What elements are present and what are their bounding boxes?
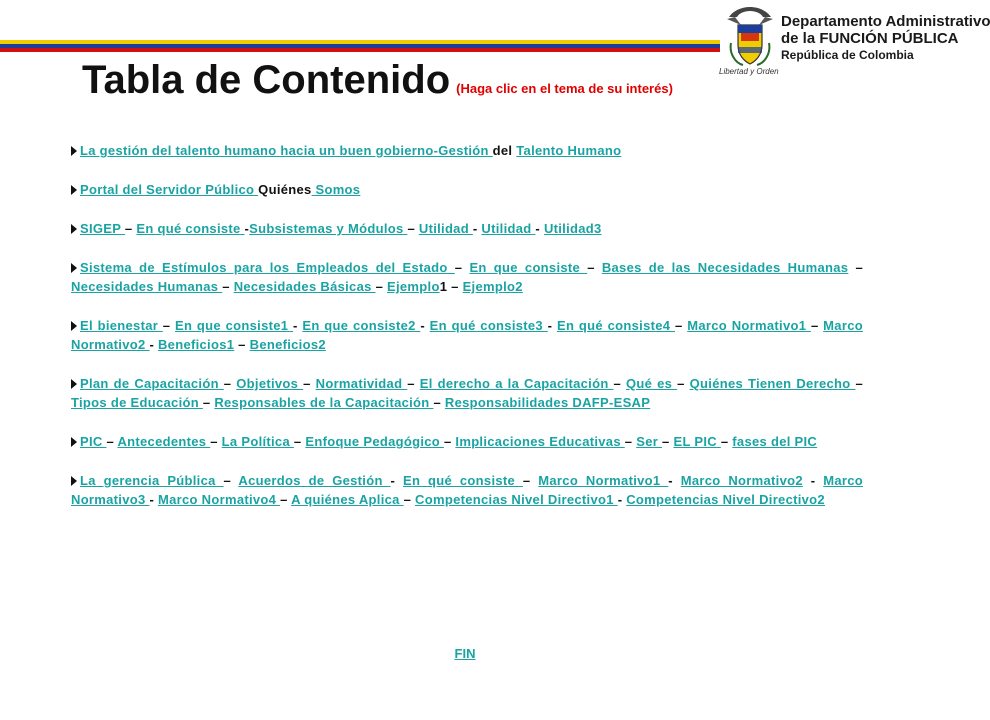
toc-separator: – bbox=[810, 318, 824, 333]
toc-link[interactable]: EL PIC bbox=[673, 434, 721, 449]
toc-separator: – bbox=[433, 395, 445, 410]
toc-link[interactable]: Bases de las Necesidades Humanas bbox=[601, 260, 849, 275]
motto-text: Libertad y Orden bbox=[719, 67, 779, 76]
toc-link[interactable]: Implicaciones Educativas bbox=[455, 434, 625, 449]
toc-item bbox=[71, 432, 863, 451]
dafp-logo bbox=[715, 3, 990, 81]
toc-link[interactable]: Tipos de Educación bbox=[71, 395, 203, 410]
page-title-hint: (Haga clic en el tema de su interés) bbox=[456, 81, 673, 96]
toc-separator: – bbox=[223, 473, 239, 488]
toc-link[interactable]: Qué es bbox=[626, 376, 678, 391]
toc-separator: – bbox=[677, 376, 690, 391]
toc-separator: – bbox=[662, 434, 674, 449]
toc-link[interactable]: En qué consiste3 bbox=[429, 318, 548, 333]
toc-link[interactable]: En que consiste2 bbox=[302, 318, 421, 333]
toc-link[interactable]: Ejemplo bbox=[387, 279, 440, 294]
page-title bbox=[82, 58, 673, 103]
flag-red bbox=[0, 48, 720, 52]
toc-link[interactable]: Utilidad3 bbox=[543, 221, 602, 236]
toc-link[interactable]: Normatividad bbox=[315, 376, 408, 391]
toc-item bbox=[71, 471, 863, 509]
toc-separator: - bbox=[149, 492, 158, 507]
toc-separator: 1 – bbox=[439, 279, 463, 294]
toc-separator: - bbox=[293, 318, 303, 333]
toc-link[interactable]: Talento Humano bbox=[516, 143, 622, 158]
toc-item bbox=[71, 219, 863, 238]
toc-separator: - bbox=[668, 473, 681, 488]
toc-separator: – bbox=[587, 260, 602, 275]
toc-link[interactable]: Necesidades Humanas bbox=[71, 279, 223, 294]
toc-link[interactable]: Necesidades Básicas bbox=[233, 279, 376, 294]
arrow-bullet-icon bbox=[71, 437, 77, 447]
toc-separator: – bbox=[234, 337, 250, 352]
fin-container bbox=[0, 646, 930, 661]
toc-separator: – bbox=[407, 221, 419, 236]
toc-separator: – bbox=[855, 376, 863, 391]
toc-link[interactable]: Beneficios1 bbox=[157, 337, 235, 352]
arrow-bullet-icon bbox=[71, 263, 77, 273]
toc-link[interactable]: Enfoque Pedagógico bbox=[305, 434, 444, 449]
toc-link[interactable]: Ser bbox=[636, 434, 663, 449]
toc-separator: – bbox=[375, 279, 388, 294]
toc-item bbox=[71, 141, 863, 160]
toc-item bbox=[71, 374, 863, 412]
toc-link[interactable]: Marco Normativo2 bbox=[71, 318, 863, 352]
toc-separator: – bbox=[407, 376, 420, 391]
toc-separator: – bbox=[675, 318, 688, 333]
toc-separator: - bbox=[547, 318, 557, 333]
toc-separator: – bbox=[613, 376, 626, 391]
toc-separator: – bbox=[443, 434, 456, 449]
toc-link[interactable]: La gestión del talento humano hacia un buen gobierno-Gestión bbox=[80, 143, 493, 158]
toc-link[interactable]: Portal del Servidor Público bbox=[80, 182, 259, 197]
toc-link[interactable]: Ejemplo2 bbox=[462, 279, 523, 294]
toc-link[interactable]: Competencias Nivel Directivo1 bbox=[415, 492, 618, 507]
org-line-2: de la FUNCIÓN PÚBLICA bbox=[781, 30, 959, 47]
toc-link[interactable]: En que consiste bbox=[469, 260, 588, 275]
arrow-bullet-icon bbox=[71, 146, 77, 156]
toc-item bbox=[71, 316, 863, 354]
arrow-bullet-icon bbox=[71, 224, 77, 234]
org-line-3: República de Colombia bbox=[781, 48, 914, 62]
toc-link[interactable]: Marco Normativo1 bbox=[538, 473, 669, 488]
toc-separator: – bbox=[454, 260, 470, 275]
coat-of-arms-icon bbox=[721, 3, 779, 73]
toc-link[interactable]: Utilidad bbox=[481, 221, 536, 236]
toc-link[interactable]: Marco Normativo4 bbox=[157, 492, 281, 507]
toc-separator: - bbox=[535, 221, 544, 236]
toc-separator: – bbox=[303, 376, 316, 391]
toc-link[interactable]: Acuerdos de Gestión bbox=[238, 473, 391, 488]
toc-separator: – bbox=[848, 260, 863, 275]
toc-link[interactable]: Sistema de Estímulos para los Empleados del Estado bbox=[80, 260, 455, 275]
toc-separator: - bbox=[617, 492, 627, 507]
toc-link[interactable]: Utilidad bbox=[418, 221, 473, 236]
toc-link[interactable]: Plan de Capacitación bbox=[80, 376, 224, 391]
toc-link[interactable]: Marco Normativo2 bbox=[680, 473, 803, 488]
toc-separator: - bbox=[149, 337, 158, 352]
toc-link[interactable]: Somos bbox=[311, 182, 361, 197]
toc-link[interactable]: Antecedentes bbox=[117, 434, 211, 449]
toc-link[interactable]: En qué consiste bbox=[136, 221, 245, 236]
org-name bbox=[781, 13, 990, 64]
toc-link[interactable]: Quiénes Tienen Derecho bbox=[689, 376, 856, 391]
toc-link[interactable]: Responsables de la Capacitación bbox=[214, 395, 434, 410]
toc-separator: – bbox=[162, 318, 176, 333]
toc-separator: - bbox=[802, 473, 824, 488]
toc-item bbox=[71, 180, 863, 199]
toc-separator: Quiénes bbox=[258, 182, 312, 197]
toc-link[interactable]: El bienestar bbox=[80, 318, 163, 333]
toc-link[interactable]: Responsabilidades DAFP-ESAP bbox=[444, 395, 651, 410]
toc-separator: – bbox=[293, 434, 306, 449]
toc-separator: - bbox=[420, 318, 430, 333]
arrow-bullet-icon bbox=[71, 476, 77, 486]
table-of-contents bbox=[71, 141, 863, 529]
toc-link[interactable]: Subsistemas y Módulos bbox=[249, 221, 408, 236]
arrow-bullet-icon bbox=[71, 379, 77, 389]
toc-link[interactable]: A quiénes Aplica bbox=[291, 492, 404, 507]
fin-link[interactable]: FIN bbox=[454, 646, 476, 661]
toc-separator: del bbox=[492, 143, 517, 158]
toc-separator: – bbox=[202, 395, 215, 410]
toc-separator: – bbox=[522, 473, 539, 488]
arrow-bullet-icon bbox=[71, 321, 77, 331]
toc-link[interactable]: PIC bbox=[80, 434, 107, 449]
toc-link[interactable]: En que consiste1 bbox=[175, 318, 294, 333]
toc-link[interactable]: SIGEP bbox=[80, 221, 125, 236]
toc-separator: – bbox=[222, 279, 234, 294]
toc-link[interactable]: Objetivos bbox=[236, 376, 304, 391]
toc-link[interactable]: En qué consiste bbox=[403, 473, 523, 488]
toc-link[interactable]: Competencias Nivel Directivo2 bbox=[626, 492, 825, 507]
toc-separator: – bbox=[403, 492, 416, 507]
toc-separator: – bbox=[210, 434, 222, 449]
toc-link[interactable]: El derecho a la Capacitación bbox=[419, 376, 614, 391]
toc-separator: - bbox=[472, 221, 482, 236]
toc-separator: – bbox=[124, 221, 137, 236]
toc-separator: - bbox=[244, 221, 250, 236]
flag-stripe bbox=[0, 40, 720, 52]
toc-separator: - bbox=[390, 473, 403, 488]
toc-link[interactable]: La Política bbox=[221, 434, 294, 449]
toc-link[interactable]: fases del PIC bbox=[732, 434, 818, 449]
toc-link[interactable]: Marco Normativo1 bbox=[687, 318, 811, 333]
toc-item bbox=[71, 258, 863, 296]
toc-link[interactable]: Marco Normativo3 bbox=[71, 473, 863, 507]
toc-separator: – bbox=[720, 434, 733, 449]
toc-separator: – bbox=[280, 492, 292, 507]
arrow-bullet-icon bbox=[71, 185, 77, 195]
toc-link[interactable]: Beneficios2 bbox=[249, 337, 326, 352]
toc-separator: – bbox=[624, 434, 637, 449]
toc-separator: – bbox=[106, 434, 118, 449]
toc-link[interactable]: La gerencia Pública bbox=[80, 473, 224, 488]
toc-separator: – bbox=[223, 376, 237, 391]
org-line-1: Departamento Administrativo bbox=[781, 13, 990, 30]
page-title-main: Tabla de Contenido bbox=[82, 58, 451, 102]
toc-link[interactable]: En qué consiste4 bbox=[557, 318, 675, 333]
